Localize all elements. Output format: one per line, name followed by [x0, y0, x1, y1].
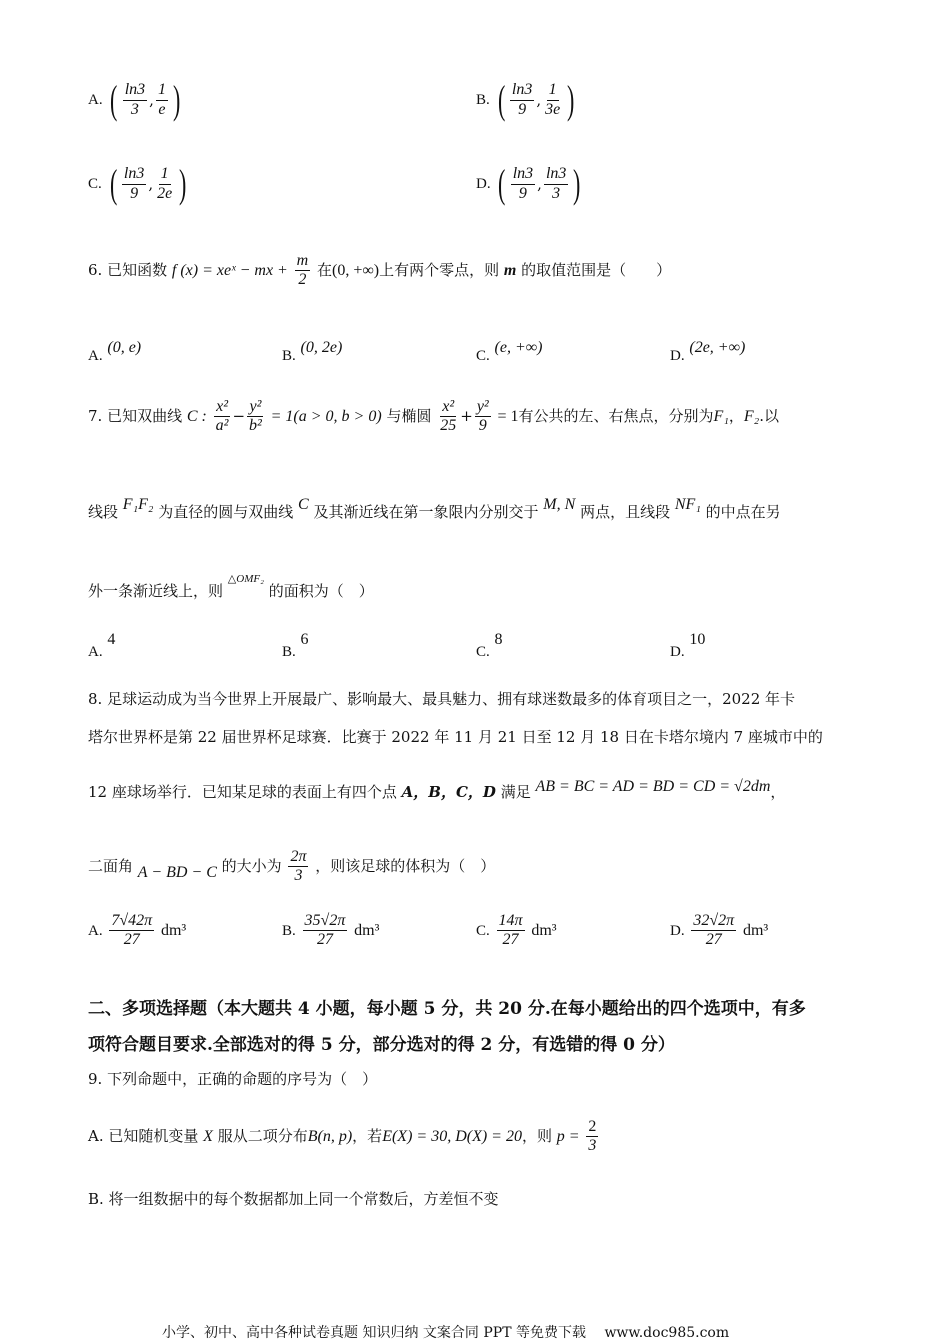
frac-num: y²	[475, 398, 491, 417]
frac-den: 9	[518, 100, 527, 118]
q9-a-p: p =	[556, 1127, 580, 1145]
frac-den: 27	[316, 931, 333, 949]
unit: dm³	[531, 921, 557, 939]
frac-num: 14π	[497, 912, 525, 931]
frac-den: 3e	[545, 100, 561, 118]
q7-f1: F₁	[713, 407, 729, 425]
option-label: C.	[476, 348, 490, 364]
option-label: B.	[282, 922, 296, 939]
q7-triangle: △OMF₂	[227, 573, 264, 585]
frac-num: 2	[586, 1118, 598, 1137]
q7-option-d[interactable]	[670, 630, 705, 661]
option-label: B.	[282, 348, 296, 364]
q9-a-mid2: ，若	[352, 1126, 383, 1145]
q6-mid: 在	[316, 260, 332, 279]
option-value: (0, 2e)	[300, 339, 343, 356]
q9-a-bnp: B(n, p)	[307, 1127, 353, 1145]
frac-den: 3	[588, 1137, 597, 1155]
q8-option-b[interactable]	[282, 912, 379, 950]
footer	[162, 1322, 729, 1342]
q8-equation: AB = BC = AD = BD = CD = √2dm	[535, 778, 771, 795]
frac-num: ln3	[123, 81, 147, 100]
frac-den: 2e	[157, 184, 173, 202]
frac-den: a²	[215, 417, 229, 435]
frac-num: y²	[247, 398, 263, 417]
q7-comma: ，	[728, 406, 744, 425]
q6-prefix: 6. 已知函数	[88, 260, 168, 279]
frac-num: ln3	[511, 165, 535, 184]
q7-line3	[88, 572, 374, 601]
q7-line2	[88, 496, 781, 522]
frac-num: m	[295, 252, 311, 271]
q8-option-d[interactable]	[670, 912, 768, 950]
q8-option-a[interactable]	[88, 912, 186, 950]
q7-nf1: NF₁	[674, 496, 701, 513]
frac-num: 1	[547, 81, 559, 100]
frac-den: 9	[130, 184, 139, 202]
q6-suffix2: 的取值范围是（ ）	[521, 260, 672, 279]
option-value: (0, e)	[107, 339, 142, 356]
q7-line3-prefix: 外一条渐近线上，则	[88, 582, 224, 600]
frac-num: ln3	[510, 81, 534, 100]
q5-option-b[interactable]: B. ( $\frac{\ln 3}{9}$ , $\frac{1}{3e}$ )	[476, 77, 575, 122]
q8-line1: 8. 足球运动成为当今世界上开展最广、影响最大、最具魅力、拥有球迷数最多的体育项目之一，2022 年卡	[88, 690, 796, 708]
q5-option-c[interactable]: C. ( $\frac{\ln 3}{9}$ , $\frac{1}{2e}$ )	[88, 161, 187, 206]
q5-option-a[interactable]: A. ( $\frac{\ln 3}{3}$ , $\frac{1}{e}$ )	[88, 77, 181, 122]
q6-var: m	[503, 261, 517, 279]
q8-line3-prefix: 12 座球场举行．已知某足球的表面上有四个点	[88, 783, 397, 801]
q6-option-c[interactable]	[476, 338, 543, 365]
q8-line3	[88, 778, 785, 802]
frac-num: 1	[156, 81, 168, 100]
q8-line4-suffix: ，则该足球的体积为（ ）	[315, 856, 496, 875]
frac-num: ln3	[122, 165, 146, 184]
q9-option-a[interactable]	[88, 1118, 600, 1156]
q8-points: A，B，C，D	[401, 783, 496, 801]
q8-line4-mid: 的大小为	[221, 856, 282, 875]
q7-line2-mid3: 两点，且线段	[580, 503, 671, 521]
q7-line2-suffix: 的中点在另	[705, 503, 781, 521]
q7-line2-prefix: 线段	[88, 503, 119, 521]
frac-den: 3	[294, 867, 303, 885]
frac-den: 27	[123, 931, 140, 949]
option-value: 6	[300, 631, 309, 648]
option-value: (e, +∞)	[494, 339, 543, 356]
q7-c-name: C :	[186, 407, 207, 425]
q6-interval: (0, +∞)	[331, 261, 380, 279]
unit: dm³	[354, 921, 380, 939]
unit: dm³	[160, 921, 187, 939]
frac-num: 1	[159, 165, 171, 184]
option-label: D.	[670, 644, 685, 660]
q7-mid2: 有公共的左、右焦点，分别为	[518, 406, 714, 425]
q8-option-c[interactable]	[476, 912, 557, 950]
q9-a-eq: E(X) = 30, D(X) = 20	[382, 1127, 522, 1145]
q7-f2: F₂	[743, 407, 760, 425]
q6-option-b[interactable]	[282, 338, 342, 365]
q6-stem	[88, 252, 671, 290]
q7-line3-suffix: 的面积为（ ）	[268, 582, 374, 600]
frac-den: 27	[502, 931, 519, 949]
option-label: C.	[88, 176, 102, 192]
option-label: D.	[670, 922, 685, 939]
frac-den: 3	[130, 100, 139, 118]
section-heading-line2: 项符合题目要求.全部选对的得 5 分，部分选对的得 2 分，有选错的得 0 分）	[88, 1035, 675, 1055]
q7-cond: = 1(a > 0, b > 0)	[270, 407, 382, 425]
q8-angle: A − BD − C	[137, 863, 217, 881]
q9-stem: 9. 下列命题中，正确的命题的序号为（ ）	[88, 1070, 378, 1088]
q7-mid3: .以	[759, 406, 780, 425]
frac-den: 25	[440, 417, 457, 435]
q7-mid: 与椭圆	[386, 406, 432, 425]
option-label: A.	[88, 348, 103, 364]
q7-line2-mid: 为直径的圆与双曲线	[158, 503, 294, 521]
footer-text: 小学、初中、高中各种试卷真题 知识归纳 文案合同 PPT 等免费下载	[162, 1325, 586, 1341]
option-label: A.	[88, 922, 103, 939]
frac-den: e	[158, 100, 166, 118]
frac-den: b²	[249, 417, 262, 435]
option-label: C.	[476, 922, 490, 939]
q9-a-prefix: A. 已知随机变量	[88, 1126, 199, 1145]
q7-f1f2: F₁F₂	[122, 496, 154, 513]
q7-line1: 7. 已知双曲线 C : $\frac{\text{x²}}{\text{a²}}$ − $\frac{\text{y²}}{\text{b²}}$ = 1(a > 0, b > 0) 与椭圆 $\frac{\text{x²}}{25}$ + $\frac{\text{y²}}{9}$ = 1有公共的左、右焦点，分别为F₁，F₂.以	[88, 398, 780, 435]
frac-num: ln3	[544, 165, 568, 184]
frac-num: x²	[440, 398, 456, 417]
frac-num: 32√2π	[691, 912, 736, 931]
q9-option-b[interactable]: B. 将一组数据中的每个数据都加上同一个常数后，方差恒不变	[88, 1190, 499, 1208]
q8-line4	[88, 848, 495, 886]
frac-den: 9	[518, 184, 527, 202]
frac-num: x²	[214, 398, 230, 417]
frac-den: 3	[552, 184, 561, 202]
frac-num: 7√42π	[109, 912, 154, 931]
unit: dm³	[742, 921, 769, 939]
footer-link[interactable]: www.doc985.com	[604, 1325, 730, 1341]
option-label: B.	[282, 644, 296, 660]
option-label: C.	[476, 644, 490, 660]
option-label: D.	[670, 348, 685, 364]
q8-line3-mid: 满足	[500, 783, 531, 801]
q6-option-d[interactable]	[670, 338, 745, 365]
section-heading-line1: 二、多项选择题（本大题共 4 小题，每小题 5 分，共 20 分.在每小题给出的四个选项中，有多	[88, 999, 806, 1019]
frac-num: 35√2π	[303, 912, 348, 931]
option-label: B.	[476, 92, 490, 108]
q8-line2: 塔尔世界杯是第 22 届世界杯足球赛．比赛于 2022 年 11 月 21 日至 12 月 18 日在卡塔尔境内 7 座城市中的	[88, 728, 823, 746]
q5-option-d[interactable]: D. ( $\frac{\ln 3}{9}$ , $\frac{\ln 3}{3}$ )	[476, 161, 581, 206]
option-label: A.	[88, 644, 103, 660]
q8-line3-suffix: ，	[770, 783, 786, 801]
q7-mn: M, N	[543, 496, 576, 513]
option-value: 10	[689, 631, 706, 648]
frac-den: 2	[298, 271, 307, 289]
frac-num: 2π	[288, 848, 308, 867]
frac-den: 9	[478, 417, 487, 435]
option-value: (2e, +∞)	[689, 339, 746, 356]
q7-option-b[interactable]	[282, 630, 309, 661]
q8-line4-prefix: 二面角	[88, 856, 134, 875]
option-value: 8	[494, 631, 503, 648]
q6-suffix: 上有两个零点，则	[379, 260, 500, 279]
q7-line2-mid2: 及其渐近线在第一象限内分别交于	[313, 503, 539, 521]
option-label: D.	[476, 176, 491, 192]
frac-den: 27	[705, 931, 722, 949]
q7-option-c[interactable]	[476, 630, 503, 661]
q7-prefix: 7. 已知双曲线	[88, 406, 183, 425]
option-value: 4	[107, 631, 116, 648]
q9-a-mid3: ，则	[521, 1126, 552, 1145]
q6-function: f (x) = xeˣ − mx +	[171, 261, 288, 279]
option-label: A.	[88, 92, 103, 108]
q7-eq1: = 1	[497, 407, 519, 425]
q9-a-x: X	[203, 1127, 213, 1145]
q6-option-a[interactable]	[88, 338, 141, 365]
q7-option-a[interactable]	[88, 630, 115, 661]
q7-c2: C	[298, 496, 309, 513]
q9-a-mid: 服从二项分布	[217, 1126, 308, 1145]
